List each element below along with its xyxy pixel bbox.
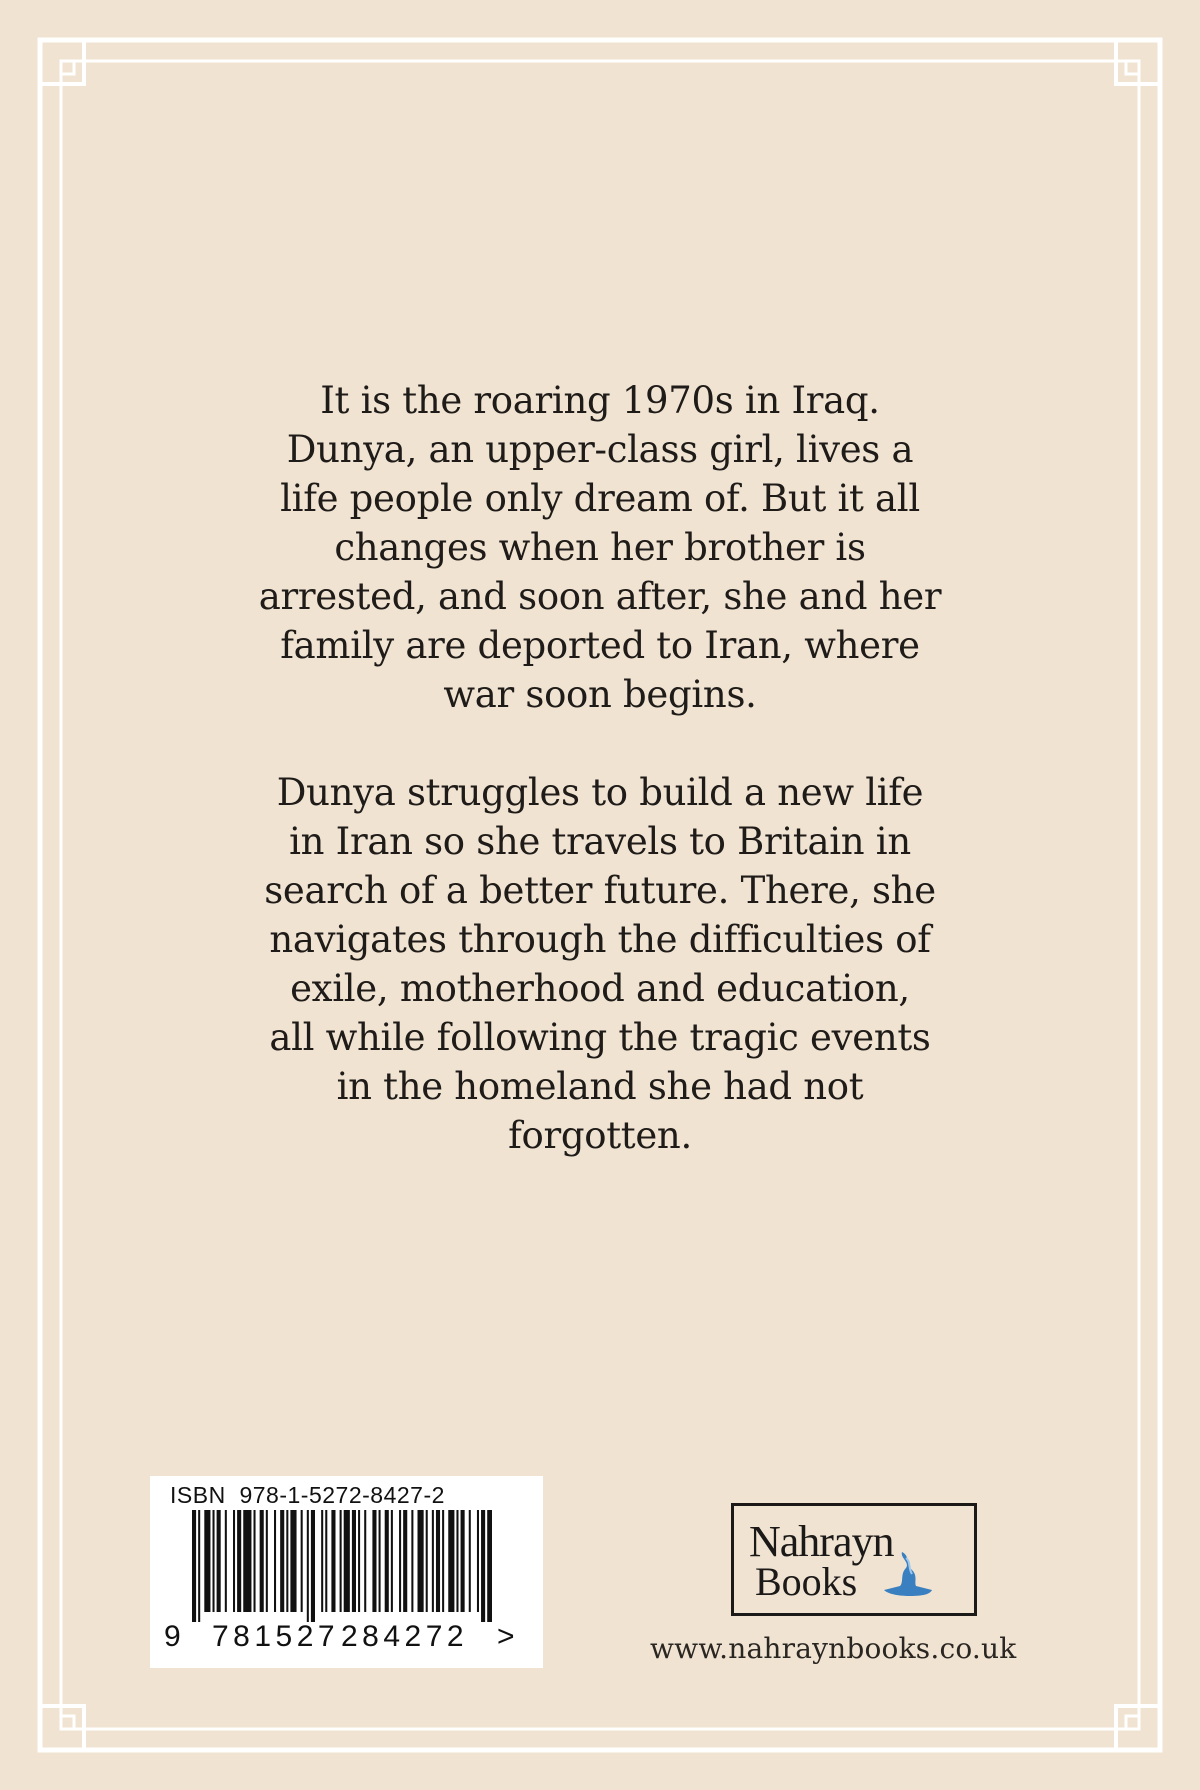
barcode-bar [254,1510,256,1612]
isbn-label: ISBN [170,1482,226,1508]
barcode-bar [364,1510,366,1612]
barcode-bar [442,1510,444,1612]
barcode-digits-left: 781527 [212,1620,340,1653]
barcode-bar [243,1510,251,1612]
isbn-barcode [150,1476,543,1668]
barcode-bar [358,1510,360,1612]
barcode-bar [436,1510,440,1612]
barcode-bar [321,1510,323,1612]
barcode-bar [213,1510,215,1612]
barcode-bar [237,1510,241,1612]
barcode-bar [379,1510,381,1612]
barcode-bar [340,1510,342,1612]
isbn-number: 978-1-5272-8427-2 [239,1482,445,1508]
barcode-bar [217,1510,221,1612]
barcode-bar [274,1510,276,1612]
barcode-bar [192,1510,196,1622]
barcode-bar [331,1510,335,1612]
barcode-bar [399,1510,401,1612]
blurb-paragraph-2: Dunya struggles to build a new life in Iran so she travels to Britain in search of a better future. There, she navigates through the difficulties of exile, motherhood and education, all while following the tragic events in the homeland she had not forgotten. [264,771,936,1157]
barcode-bar [204,1510,210,1612]
barcode-bar [301,1510,303,1612]
barcode-bars [192,1510,492,1622]
logo-text-line2: Books [755,1559,858,1604]
barcode-bar [198,1510,200,1622]
barcode-bar [286,1510,288,1612]
barcode-bar [225,1510,227,1612]
blurb [220,376,980,1160]
barcode-bar [266,1510,268,1612]
isbn-text [170,1482,445,1509]
barcode-bar [311,1510,315,1622]
blurb-paragraph-1: It is the roaring 1970s in Iraq. Dunya, an upper-class girl, lives a life people only dream of. But it all changes when her brother is arrested, and soon after, she and her family are deported to Iran, where war soon begins. [258,379,942,716]
barcode-bar [487,1510,492,1622]
barcode-bar [461,1510,465,1612]
barcode-bar [391,1510,393,1612]
barcode-bar [352,1510,356,1612]
barcode-bar [426,1510,428,1612]
barcode-bar [385,1510,389,1612]
publisher-logo [731,1503,977,1616]
barcode-bar [290,1510,296,1612]
barcode-bar [344,1510,350,1612]
barcode-bar [403,1510,407,1612]
barcode-bar [325,1510,327,1612]
barcode-bar [280,1510,284,1612]
barcode-bar [233,1510,235,1612]
barcode-bar [456,1510,458,1612]
barcode-bar [418,1510,424,1612]
barcode-bar [260,1510,264,1612]
barcode-bar [477,1510,479,1612]
barcode-bar [372,1510,376,1612]
logo-text-line1: Nahrayn [749,1517,894,1566]
barcode-bar [411,1510,413,1612]
publisher-website[interactable]: www.nahraynbooks.co.uk [650,1632,1017,1665]
barcode-arrow: > [497,1620,515,1653]
barcode-bar [432,1510,434,1612]
barcode-bar [448,1510,454,1612]
barcode-digits-right: 284272 [341,1620,469,1653]
barcode-digit-first: 9 [164,1620,181,1653]
barcode-bar [481,1510,485,1622]
blue-river-mark-icon [880,1550,940,1598]
barcode-bar [307,1510,309,1622]
barcode-bar [469,1510,471,1612]
